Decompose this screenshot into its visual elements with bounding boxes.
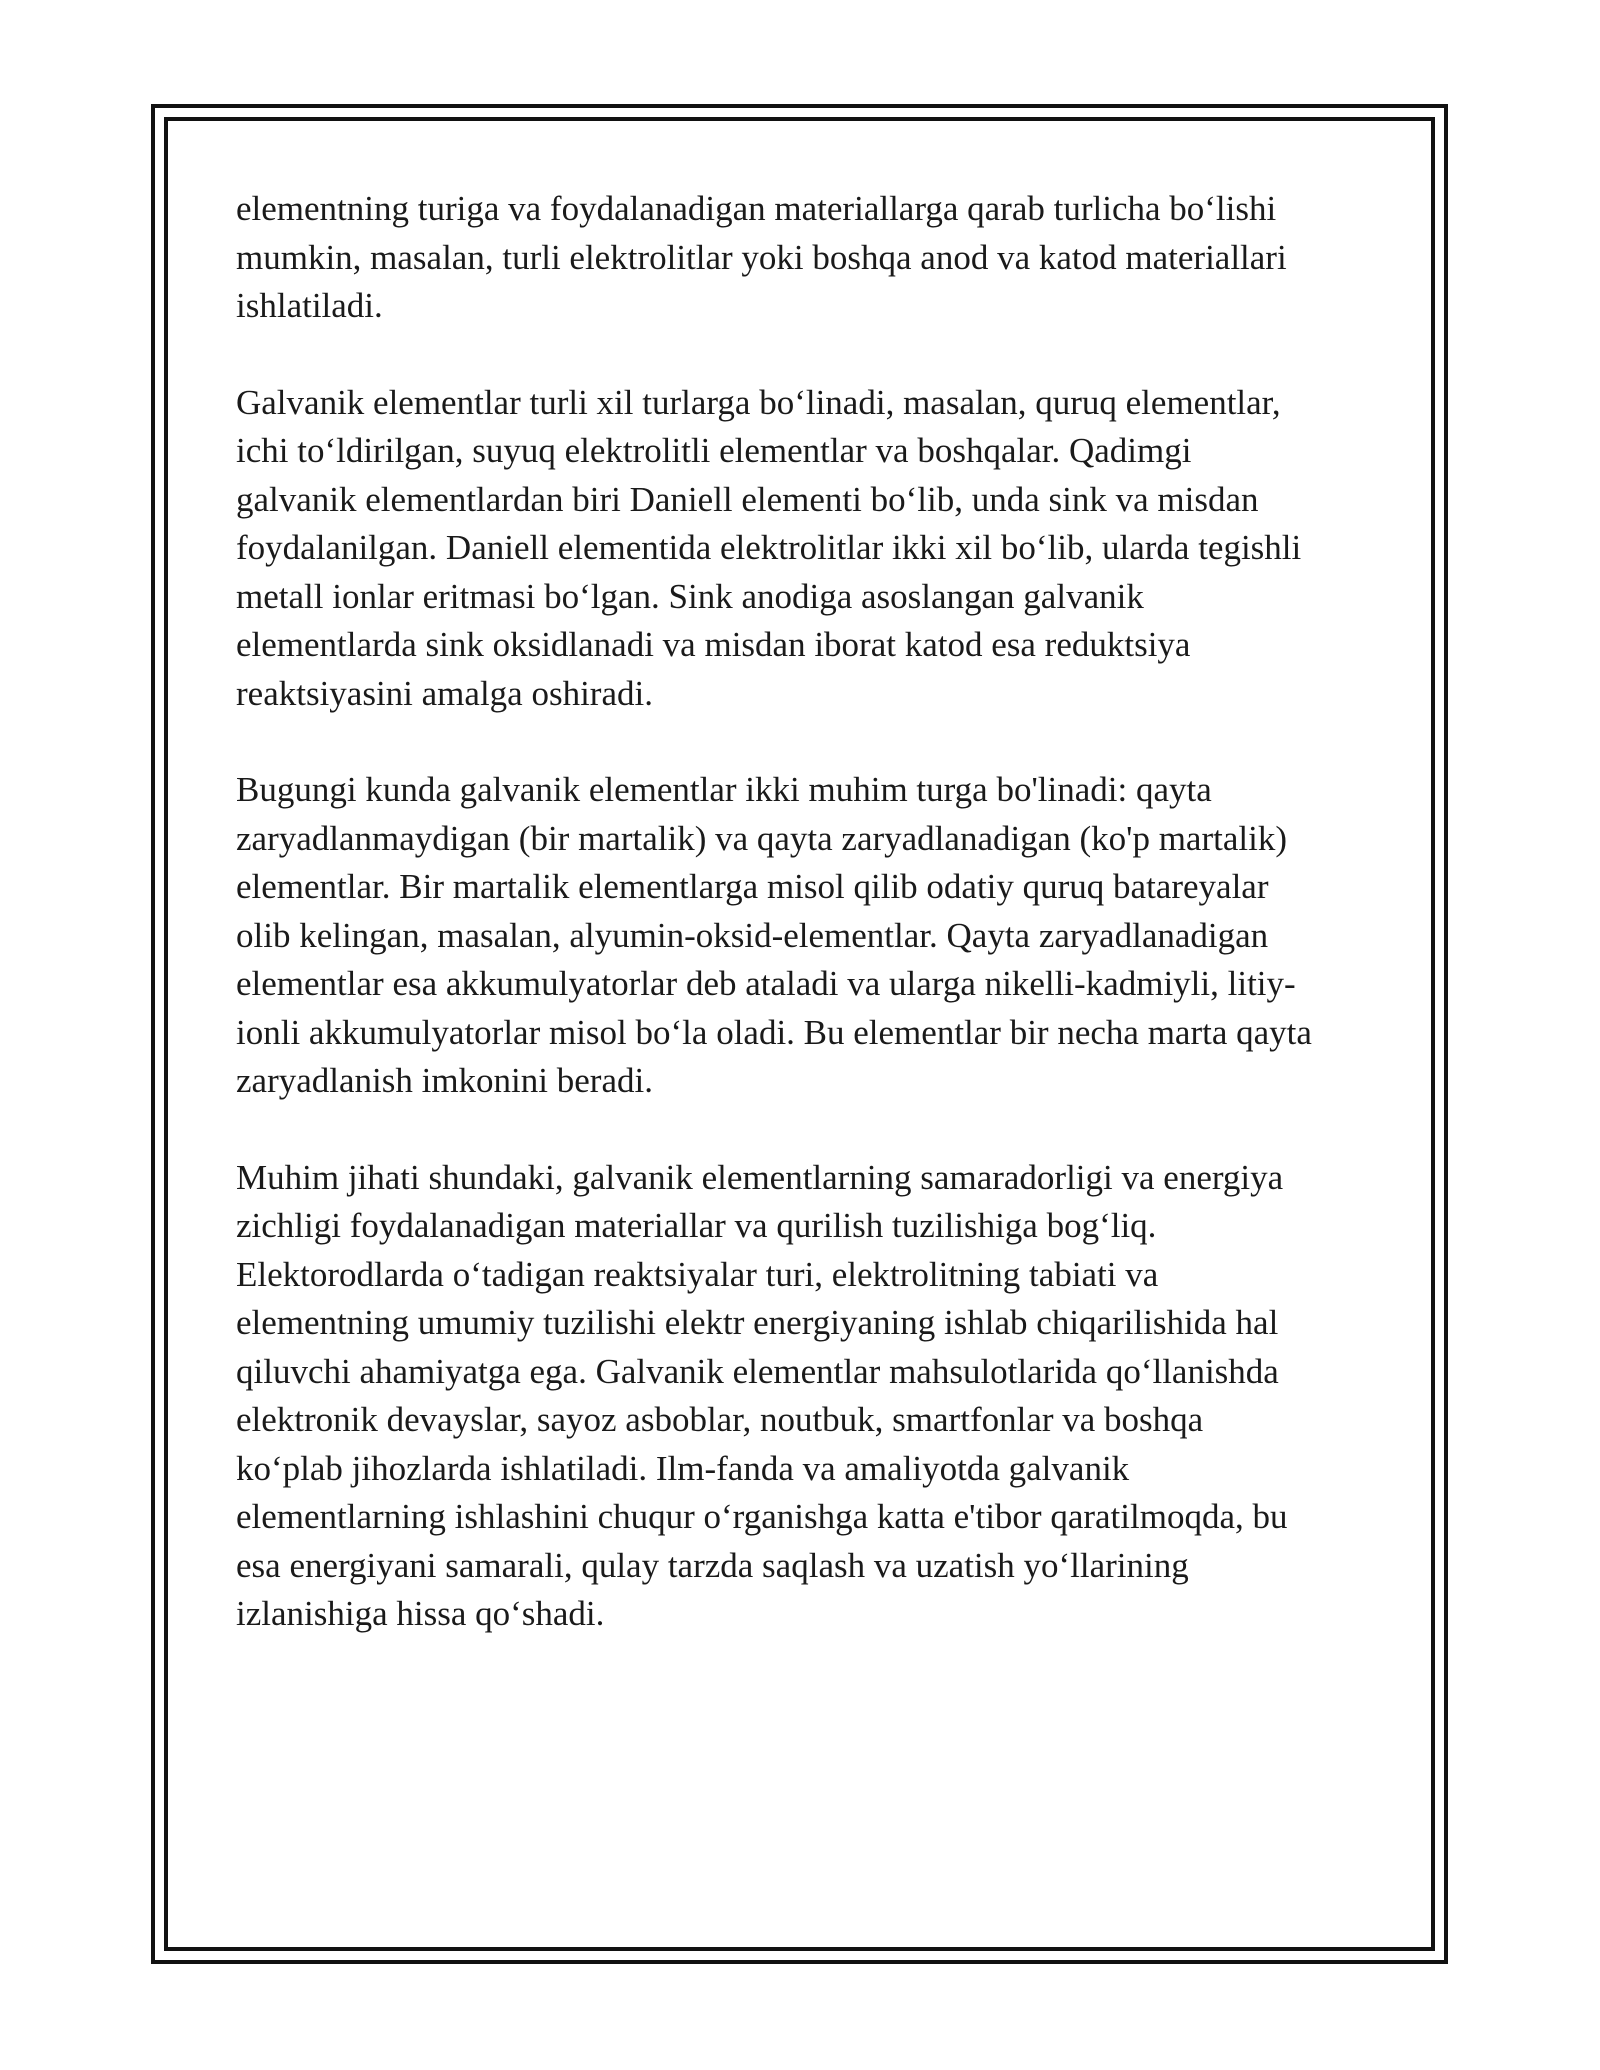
text-line: ionli akkumulyatorlar misol bo‘la oladi. Bu elementlar bir necha marta qayta [236, 1012, 1312, 1052]
text-line: ichi to‘ldirilgan, suyuq elektrolitli elementlar va boshqalar. Qadimgi [236, 431, 1192, 470]
text-line: Muhim jihati shundaki, galvanik elementlarning samaradorligi va energiya [236, 1157, 1284, 1197]
text-line: reaktsiyasini amalga oshiradi. [236, 673, 653, 713]
document-body [236, 185, 1376, 1687]
text-line: ishlatiladi. [236, 286, 383, 325]
text-line: metall ionlar eritmasi bo‘lgan. Sink anodiga asoslangan galvanik [236, 576, 1144, 616]
text-line: elementning umumiy tuzilishi elektr energiyaning ishlab chiqarilishida hal [236, 1303, 1279, 1342]
text-line: mumkin, masalan, turli elektrolitlar yoki boshqa anod va katod materiallari [236, 237, 1287, 277]
text-line: esa energiyani samarali, qulay tarzda saqlash va uzatish yo‘llarining [236, 1545, 1189, 1585]
paragraph-2 [236, 379, 1376, 719]
text-line: foydalanilgan. Daniell elementida elektrolitlar ikki xil bo‘lib, ularda tegishli [236, 528, 1302, 567]
paragraph-3 [236, 766, 1376, 1106]
text-line: Bugungi kunda galvanik elementlar ikki muhim turga bo'linadi: qayta [236, 770, 1212, 809]
text-line: Galvanik elementlar turli xil turlarga bo‘linadi, masalan, quruq elementlar, [236, 382, 1281, 422]
text-line: elektronik devayslar, sayoz asboblar, noutbuk, smartfonlar va boshqa [236, 1400, 1204, 1439]
paragraph-4 [236, 1154, 1376, 1639]
text-line: ko‘plab jihozlarda ishlatiladi. Ilm-fanda va amaliyotda galvanik [236, 1448, 1130, 1488]
text-line: zaryadlanish imkonini beradi. [236, 1061, 653, 1100]
text-line: elementlarning ishlashini chuqur o‘rganishga katta e'tibor qaratilmoqda, bu [236, 1497, 1288, 1536]
text-line: elementlar esa akkumulyatorlar deb ataladi va ularga nikelli-kadmiyli, litiy- [236, 964, 1296, 1003]
text-line: elementning turiga va foydalanadigan materiallarga qarab turlicha bo‘lishi [236, 189, 1277, 228]
text-line: izlanishiga hissa qo‘shadi. [236, 1594, 605, 1633]
text-line: olib kelingan, masalan, alyumin-oksid-elementlar. Qayta zaryadlanadigan [236, 915, 1269, 955]
text-line: zaryadlanmaydigan (bir martalik) va qayta zaryadlanadigan (ko'p martalik) [236, 818, 1287, 858]
text-line: galvanik elementlardan biri Daniell elementi bo‘lib, unda sink va misdan [236, 479, 1259, 519]
text-line: elementlar. Bir martalik elementlarga misol qilib odatiy quruq batareyalar [236, 867, 1269, 906]
text-line: Elektorodlarda o‘tadigan reaktsiyalar turi, elektrolitning tabiati va [236, 1254, 1159, 1294]
text-line: qiluvchi ahamiyatga ega. Galvanik elementlar mahsulotlarida qo‘llanishda [236, 1351, 1279, 1391]
text-line: zichligi foydalanadigan materiallar va qurilish tuzilishiga bog‘liq. [236, 1206, 1157, 1245]
paragraph-1 [236, 185, 1376, 331]
text-line: elementlarda sink oksidlanadi va misdan iborat katod esa reduktsiya [236, 625, 1191, 664]
